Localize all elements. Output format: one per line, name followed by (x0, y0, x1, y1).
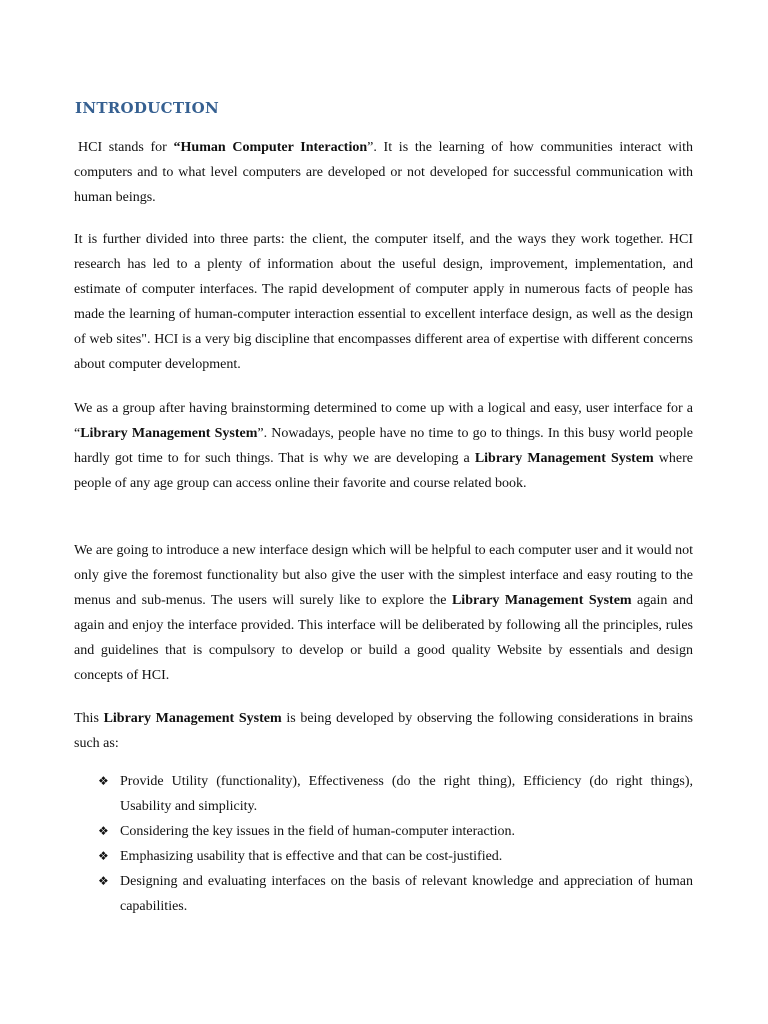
list-item (98, 844, 693, 869)
paragraph-text: We as a group after having brainstorming determined to come up with a logical and easy, user interface for a “ (74, 401, 693, 441)
bold-term: Library Management System (474, 451, 654, 466)
considerations-list (98, 769, 693, 919)
paragraph-group-goal (74, 396, 693, 496)
paragraph-text: again and again and enjoy the interface provided. This interface will be deliberated by following all the principles, rules and guidelines that is compulsory to develop or build a good quality Website by essentials and design concepts of HCI. (74, 593, 693, 683)
list-item-text: Emphasizing usability that is effective and that can be cost-justified. (120, 849, 503, 864)
paragraph-hci-parts (74, 227, 693, 377)
paragraph-text: ”. It is the learning of how communities interact with computers and to what level computers are developed or not developed for successful communication with human beings. (74, 140, 693, 205)
section-heading: INTRODUCTION (75, 99, 220, 117)
list-item-text: Provide Utility (functionality), Effectiveness (do the right thing), Efficiency (do right things), Usability and simplicity. (120, 774, 693, 814)
bold-term: Library Management System (451, 593, 632, 608)
diamond-bullet-icon: ❖ (98, 874, 109, 888)
paragraph-text: HCI stands for (78, 140, 174, 155)
paragraph-text: This (74, 711, 104, 726)
paragraph-text: where people of any age group can access online their favorite and course related book. (74, 451, 694, 491)
diamond-bullet-icon: ❖ (98, 824, 109, 838)
paragraph-text: ”. Nowadays, people have no time to go to things. In this busy world people hardly got time to for such things. That is why we are developing a (74, 426, 693, 466)
diamond-bullet-icon: ❖ (98, 774, 109, 788)
list-item (98, 819, 693, 844)
bold-term: Library Management System (80, 426, 258, 441)
paragraph-interface-design (74, 538, 693, 688)
paragraph-text: We are going to introduce a new interface design which will be helpful to each computer user and it would not only give the foremost functionality but also give the user with the simplest interface and easy routing to the menus and sub-menus. The users will surely like to explore the (74, 543, 693, 608)
paragraph-text: is being developed by observing the following considerations in brains such as: (74, 711, 693, 751)
list-item-text: Designing and evaluating interfaces on the basis of relevant knowledge and appreciation of human capabilities. (120, 874, 693, 914)
diamond-bullet-icon: ❖ (98, 849, 109, 863)
paragraph-text: It is further divided into three parts: the client, the computer itself, and the ways they work together. HCI research has led to a plenty of information about the useful design, improvement, implementation, and estimate of computer interfaces. The rapid development of computer apply in numerous facts of people has made the learning of human-computer interaction essential to excellent interface design, as well as the design of web sites". HCI is a very big discipline that encompasses different area of expertise with different concerns about computer development. (74, 232, 693, 372)
bold-term: “Human Computer Interaction (173, 140, 368, 155)
list-item-text: Considering the key issues in the field of human-computer interaction. (120, 824, 516, 839)
list-item (98, 869, 693, 919)
paragraph-hci-definition (74, 135, 693, 210)
paragraph-considerations (74, 706, 693, 756)
list-item (98, 769, 693, 819)
bold-term: Library Management System (103, 711, 282, 726)
